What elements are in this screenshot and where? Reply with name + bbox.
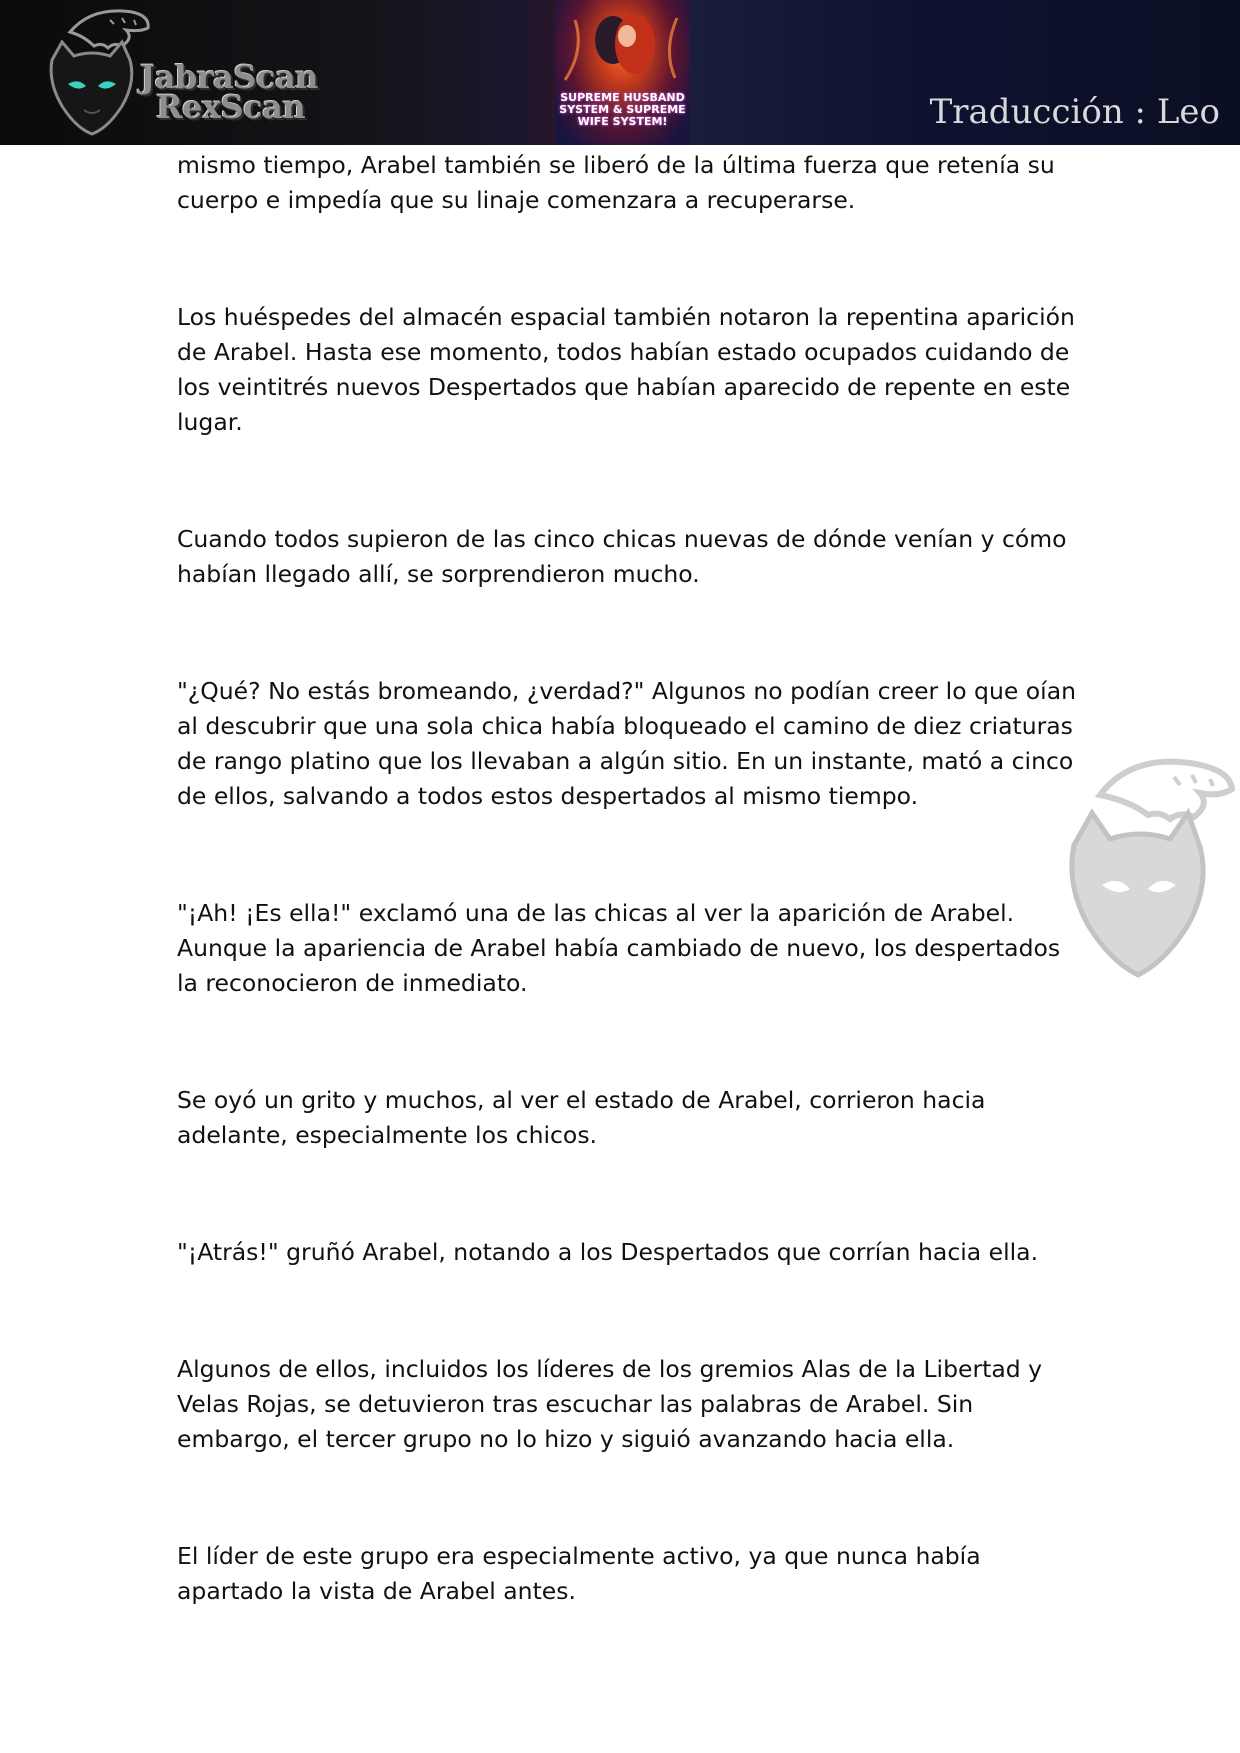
paragraph-1: mismo tiempo, Arabel también se liberó de la última fuerza que retenía su cuerpo e impedía que su linaje comenzara a recuperarse.	[177, 151, 1055, 214]
paragraph-3: Cuando todos supieron de las cinco chicas nuevas de dónde venían y cómo habían llegado allí, se sorprendieron mucho.	[177, 525, 1067, 588]
paragraph-5: "¡Ah! ¡Es ella!" exclamó una de las chicas al ver la aparición de Arabel. Aunque la apariencia de Arabel había cambiado de nuevo, los despertados la reconocieron de inmediato.	[177, 899, 1061, 997]
brand-line-2: RexScan	[156, 88, 306, 126]
chapter-text	[177, 148, 1077, 1609]
paragraph-2: Los huéspedes del almacén espacial también notaron la repentina aparición de Arabel. Hasta ese momento, todos habían estado ocupados cuidando de los veintitrés nuevos Despertados que habían aparecido de repente en este lugar.	[177, 303, 1075, 436]
dinosaur-wolf-watermark-icon	[1060, 755, 1240, 985]
series-title	[555, 92, 690, 128]
series-title-line-2: SYSTEM & SUPREME	[559, 103, 686, 116]
header-banner	[0, 0, 1240, 145]
brand-line-1: JabraScan	[140, 58, 318, 96]
paragraph-9: El líder de este grupo era especialmente activo, ya que nunca había apartado la vista de Arabel antes.	[177, 1542, 981, 1605]
series-title-line-3: WIFE SYSTEM!	[577, 115, 668, 128]
brand-wordmark	[140, 58, 318, 126]
paragraph-7: "¡Atrás!" gruñó Arabel, notando a los Despertados que corrían hacia ella.	[177, 1238, 1039, 1266]
paragraph-8: Algunos de ellos, incluidos los líderes de los gremios Alas de la Libertad y Velas Rojas, se detuvieron tras escuchar las palabras de Arabel. Sin embargo, el tercer grupo no lo hizo y siguió avanzando hacia ella.	[177, 1355, 1043, 1453]
paragraph-6: Se oyó un grito y muchos, al ver el estado de Arabel, corrieron hacia adelante, especialmente los chicos.	[177, 1086, 986, 1149]
translator-credit: Traducción : Leo	[929, 92, 1220, 132]
series-title-line-1: SUPREME HUSBAND	[560, 91, 685, 104]
paragraph-4: "¿Qué? No estás bromeando, ¿verdad?" Algunos no podían creer lo que oían al descubrir que una sola chica había bloqueado el camino de diez criaturas de rango platino que los llevaban a algún sitio. En un instante, mató a cinco de ellos, salvando a todos estos despertados al mismo tiempo.	[177, 677, 1077, 810]
couple-illustration-icon	[555, 0, 690, 90]
series-cover-art	[555, 0, 690, 145]
